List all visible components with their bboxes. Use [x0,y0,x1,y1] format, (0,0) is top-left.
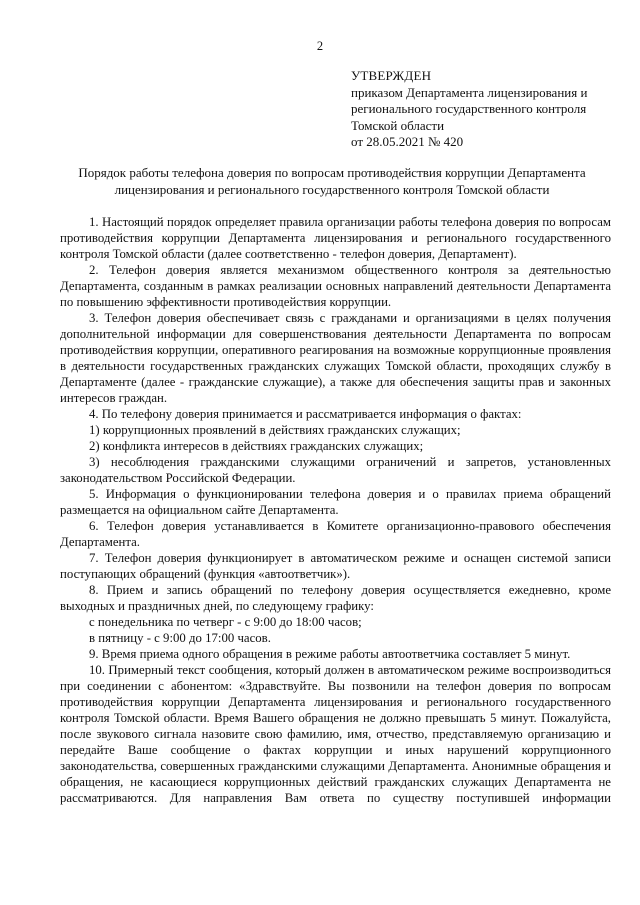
approval-line: регионального государственного контроля [351,101,587,116]
approval-block [351,68,621,151]
list-item-1: 1) коррупционных проявлений в действиях гражданских служащих; [89,423,461,437]
schedule-line-2: в пятницу - с 9:00 до 17:00 часов. [89,631,271,645]
document-title: Порядок работы телефона доверия по вопросам противодействия коррупции Департамента лицензирования и регионального государственного контроля Томской области [78,165,586,197]
paragraph-5: 5. Информация о функционировании телефона доверия и о правилах приема обращений размещается на официальном сайте Департамента. [60,487,611,517]
page-number: 2 [316,39,324,53]
paragraph-3: 3. Телефон доверия обеспечивает связь с гражданами и организациями в целях получения дополнительной информации для совершенствования деятельности Департамента по вопросам противодействия коррупции, оперативного реагирования на возможные коррупционные проявления в деятельности государственных гражданских служащих Томской области, проходящих службу в Департаменте (далее - гражданские служащие), а также для обеспечения защиты прав и законных интересов граждан. [60,311,611,405]
paragraph-9: 9. Время приема одного обращения в режиме работы автоответчика составляет 5 минут. [89,647,571,661]
schedule-line-1: с понедельника по четверг - с 9:00 до 18:00 часов; [89,615,362,629]
list-item-2: 2) конфликта интересов в действиях гражданских служащих; [89,439,424,453]
approval-title: УТВЕРЖДЕН [351,68,432,83]
paragraph-1: 1. Настоящий порядок определяет правила организации работы телефона доверия по вопросам противодействия коррупции Департамента лицензирования и регионального государственного контроля Томской области (далее соответственно - телефон доверия, Департамент). [60,215,611,261]
paragraph-6: 6. Телефон доверия устанавливается в Комитете организационно-правового обеспечения Департамента. [60,519,611,549]
approval-line: приказом Департамента лицензирования и [351,84,588,100]
approval-line: Томской области [351,117,445,133]
list-item-3: 3) несоблюдения гражданскими служащими ограничений и запретов, установленных законодательством Российской Федерации. [60,455,611,485]
paragraph-10: 10. Примерный текст сообщения, который должен в автоматическом режиме воспроизводиться при соединении с абонентом: «Здравствуйте. Вы позвонили на телефон доверия по вопросам противодействия коррупции Департамента лицензирования и регионального государственного контроля Томской области. Время Вашего обращения не должно превышать 5 минут. Пожалуйста, после звукового сигнала назовите свою фамилию, имя, отчество, представляемую организацию и передайте Ваше сообщение о фактах коррупции и иных нарушений коррупционного законодательства, совершенных гражданскими служащими Департамента. Анонимные обращения и обращения, не касающиеся коррупционных действий гражданских служащих Департамента не рассматриваются. Для направления Вам ответа по существу поступившей информации [60,663,611,805]
approval-line: от 28.05.2021 № 420 [351,134,464,149]
paragraph-4: 4. По телефону доверия принимается и рассматривается информация о фактах: [89,407,522,421]
paragraph-8: 8. Прием и запись обращений по телефону доверия осуществляется ежедневно, кроме выходных и праздничных дней, по следующему графику: [60,583,611,613]
paragraph-2: 2. Телефон доверия является механизмом общественного контроля за деятельностью Департамента, созданным в рамках реализации основных направлений деятельности Департамента по повышению эффективности противодействия коррупции. [60,263,611,309]
document-body [60,214,611,806]
paragraph-7: 7. Телефон доверия функционирует в автоматическом режиме и оснащен системой записи поступающих обращений (функция «автоответчик»). [60,551,611,581]
